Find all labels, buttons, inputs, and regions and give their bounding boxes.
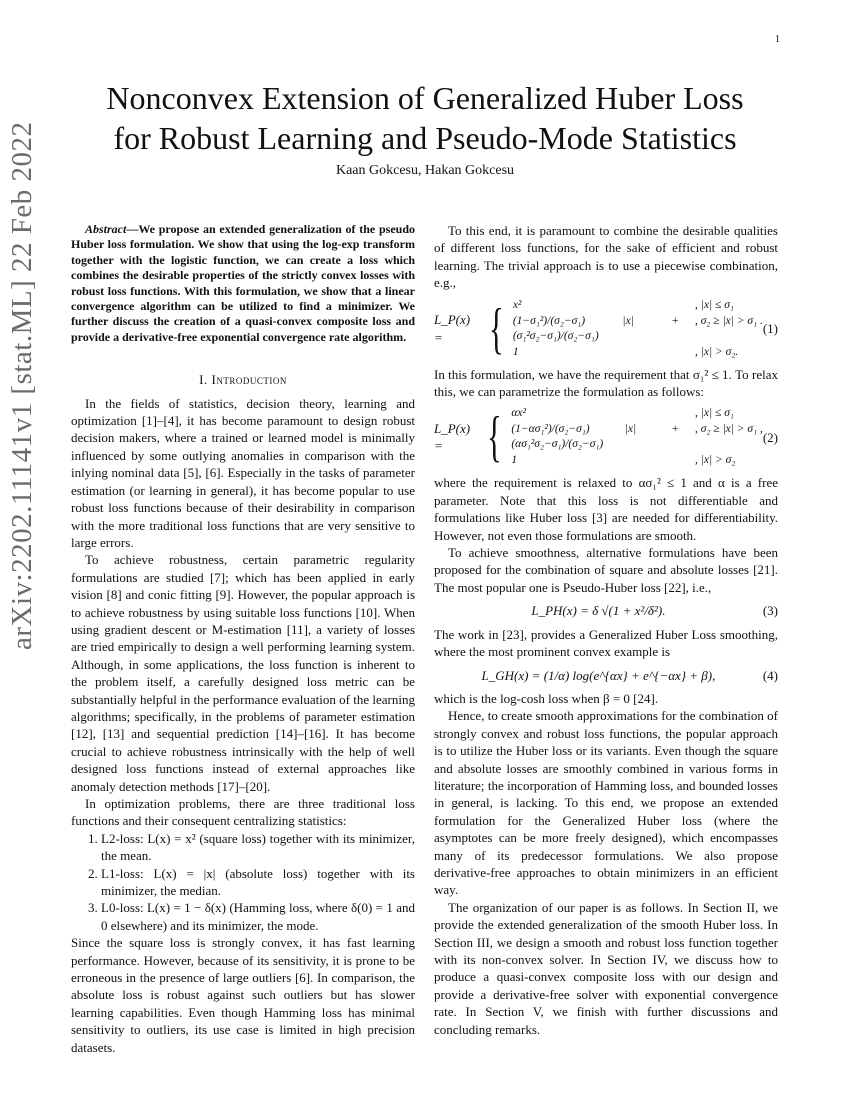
equation-number: (3) xyxy=(762,603,778,619)
equation-body: L_GH(x) = (1/α) log(e^{αx} + e^{−αx} + β), xyxy=(481,667,716,683)
paragraph: Hence, to create smooth approximations for the combination of strongly convex and robust loss functions, the popular approach is to utilize the Huber loss or its variants. Even though the square and absolute losses are smoothly combined in various forms in literature; the incorporation of Hamming loss, and bounded losses in general, is lacking. To this end, we propose an extended formulation for the Generalized Huber loss (where the asymptotes can be more freely designed), which encompasses many of its predecessor formulations. We also propose derivative-free approaches to obtain minimizers in an efficient way. xyxy=(434,708,778,898)
right-column xyxy=(434,222,778,1038)
equation-2 xyxy=(434,406,778,468)
section-title: Introduction xyxy=(211,372,287,388)
list-item: 3. L0-loss: L(x) = 1 − δ(x) (Hamming loss, where δ(0) = 1 and 0 elsewhere) and its minimizer, the mode. xyxy=(101,899,415,934)
paragraph: In the fields of statistics, decision theory, learning and optimization [1]–[4], it has become paramount to design robust decision makers, where a trained or learned model is minimally influenced by some outlying anomalies in comparison with the inlying nominal data [5], [6]. Especially in the tasks of parameter estimation (or learning in general), it has become popular to use robust loss functions because of their desirability in comparison with the more traditional loss functions that are very sensitive to large errors. xyxy=(71,395,415,550)
cases xyxy=(483,298,763,360)
case-value: 1 xyxy=(512,345,519,358)
equation-number: (4) xyxy=(762,667,778,683)
paper-title xyxy=(60,78,790,158)
arxiv-stamp: arXiv:2202.11141v1 [stat.ML] 22 Feb 2022 xyxy=(6,121,38,650)
paragraph: To this end, it is paramount to combine the desirable qualities of different loss functions, for the sake of efficient and robust learning. The trivial approach is to use a piecewise combination, e.g., xyxy=(434,223,778,291)
left-column xyxy=(71,222,415,1056)
equation-number: (1) xyxy=(762,320,778,336)
loss-list xyxy=(71,830,415,934)
page-number: 1 xyxy=(775,34,780,45)
list-item: 2. L1-loss: L(x) = |x| (absolute loss) together with its minimizer, the median. xyxy=(101,865,415,900)
case-condition: , |x| > σ₂. xyxy=(694,345,739,358)
paragraph: which is the log-cosh loss when β = 0 [24]. xyxy=(434,690,659,706)
brace-icon: { xyxy=(489,297,504,360)
case-condition: , σ₂ ≥ |x| > σ₁ , xyxy=(694,423,763,436)
case-condition: , |x| ≤ σ₁ xyxy=(694,407,734,420)
case-condition: , |x| > σ₂ xyxy=(694,454,736,467)
case-condition: , |x| ≤ σ₁ xyxy=(694,298,734,311)
paragraph: The work in [23], provides a Generalized Huber Loss smoothing, where the most prominent convex example is xyxy=(434,626,778,660)
paragraph: The organization of our paper is as follows. In Section II, we provide the extended generalization of the smooth Huber loss. In Section III, we design a smooth and robust loss function together with its non-convex solver. In Section IV, we discuss how to produce a quasi-convex composite loss with our design and provide a derivative-free solver with exponential convergence rate. In Section V, we finish with further discussions and concluding remarks. xyxy=(434,899,778,1037)
paragraph: where the requirement is relaxed to ασ₁² ≤ 1 and α is a free parameter. Note that this loss is not differentiable and formulations like Huber loss [3] are needed for differentiability. However, not even those formulations are smooth. xyxy=(434,475,778,543)
cases xyxy=(481,406,762,468)
section-heading-introduction xyxy=(71,371,415,388)
equation-body: L_PH(x) = δ √(1 + x²/δ²). xyxy=(531,603,666,619)
paragraph: In this formulation, we have the requirement that σ₁² ≤ 1. To relax this, we can parametrize the formulation as follows: xyxy=(434,366,778,400)
equation-3 xyxy=(434,602,778,619)
case-value: 1 xyxy=(511,454,518,467)
authors: Kaan Gokcesu, Hakan Gokcesu xyxy=(335,163,515,178)
case-value: (1−σ₁²)/(σ₂−σ₁) |x| + (σ₁²σ₂−σ₁)/(σ₂−σ₁) xyxy=(512,314,679,342)
list-item: 1. L2-loss: L(x) = x² (square loss) together with its minimizer, the mean. xyxy=(101,830,415,865)
abstract xyxy=(71,222,415,345)
abstract-text: —We propose an extended generalization of the pseudo Huber loss formulation. We show that using the log-exp transform together with the logistic function, we can create a loss which combines the desirable properties of the strictly convex losses with robust loss functions. With this formulation, we show that a linear convergence algorithm can be utilized to find a minimizer. We further discuss the creation of a quasi-convex composite loss and provide a derivative-free exponential convergence rate algorithm. xyxy=(71,222,415,344)
equation-lhs: L_P(x) = xyxy=(434,421,471,454)
abstract-lead: Abstract xyxy=(85,222,127,236)
title-line-2: for Robust Learning and Pseudo-Mode Statistics xyxy=(113,120,737,156)
title-line-1: Nonconvex Extension of Generalized Huber Loss xyxy=(106,80,744,116)
paragraph: To achieve smoothness, alternative formulations have been proposed for the combination of square and absolute losses [21]. The most popular one is Pseudo-Huber loss [22], i.e., xyxy=(434,545,778,595)
brace-icon: { xyxy=(487,406,503,469)
equation-lhs: L_P(x) = xyxy=(434,312,471,345)
paragraph: In optimization problems, there are three traditional loss functions and their consequent centralizing statistics: xyxy=(71,796,415,829)
equation-number: (2) xyxy=(762,429,778,445)
case-condition: , σ₂ ≥ |x| > σ₁ . xyxy=(694,314,763,327)
equation-4 xyxy=(434,667,778,684)
case-value: αx² xyxy=(511,407,526,420)
paragraph: Since the square loss is strongly convex, it has fast learning performance. However, because of its sensitivity, it is prone to be erroneous in the presence of large outliers [6]. In comparison, the absolute loss is robust against such outliers but has slower learning capabilities. Even though Hamming loss has minimal sensitivity to outliers, its use case is limited in high precision datasets. xyxy=(71,935,415,1055)
case-value: (1−ασ₁²)/(σ₂−σ₁) |x| + (ασ₁²σ₂−σ₁)/(σ₂−σ₁) xyxy=(511,423,679,451)
equation-1 xyxy=(434,298,778,360)
section-number: I. xyxy=(199,372,208,388)
case-value: x² xyxy=(512,298,522,311)
paragraph: To achieve robustness, certain parametric regularity formulations are studied [7]; which has been applied in early vision [8] and conic fitting [9]. However, the popular approach is to achieve robustness by using suitable loss functions [10]. When using gradient descent or M-estimation [11], a variety of losses are tried empirically to design a well performing learning system. Although, in some applications, the loss function is inherent to the problem itself, a carefully designed loss metric can be substantially helpful in the performance evaluation of the learning algorithms; specifically, in the problems of parameter estimation [12], [13] and sequential prediction [14]–[16]. It has become crucial to achieve robustness intrinsically with the help of well designed loss functions instead of external approaches like anomaly detection methods [17]–[20]. xyxy=(71,552,415,794)
